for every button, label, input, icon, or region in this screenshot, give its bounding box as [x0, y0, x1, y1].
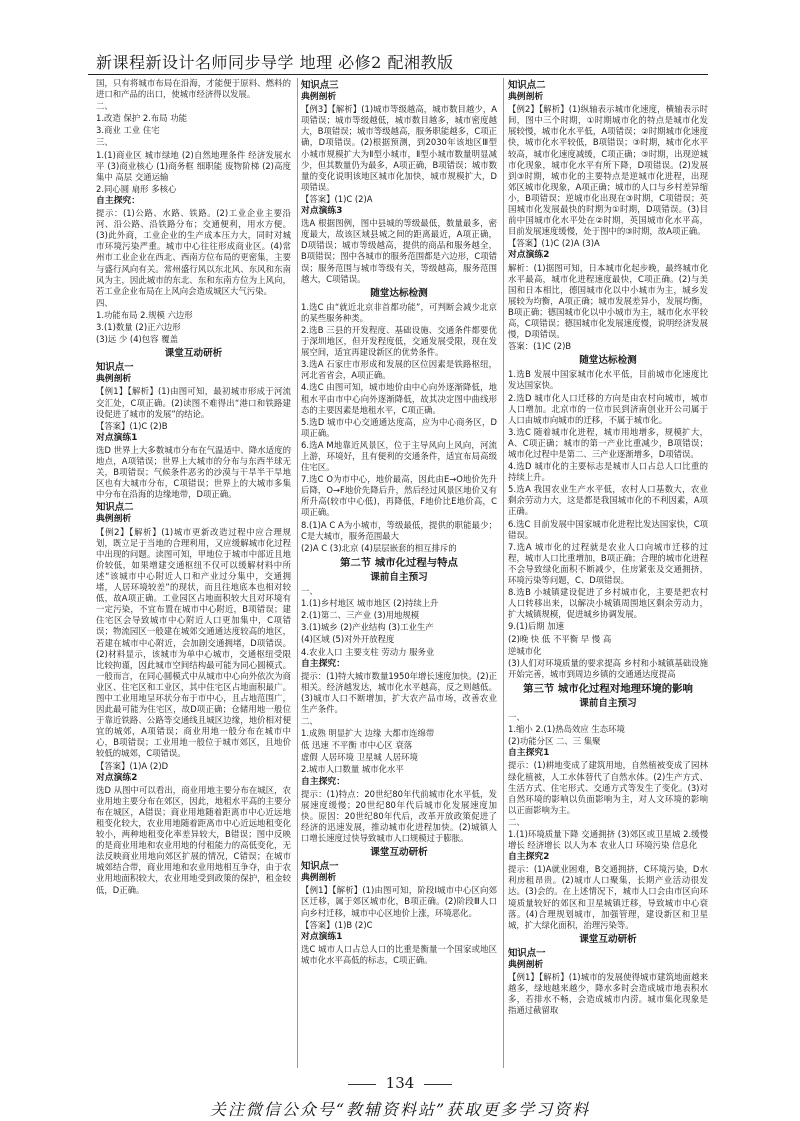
answer-paragraph: 4.农业人口 主要支柱 劳动力 服务业 — [301, 646, 435, 657]
answer-paragraph: 选C 城市人口占总人口的比重是衡量一个国家或地区城市化水平高低的标志，C项正确。 — [301, 943, 497, 965]
part-heading: 课前自主预习 — [370, 571, 428, 583]
subheading: 自主探究： — [301, 776, 345, 787]
answer-paragraph: 【答案】(1)A (2)D — [96, 760, 169, 771]
answer-paragraph: 提示：(1)公路、水路、铁路。(2)工业企业主要沿河、沿公路、沿铁路分布；交通便利，用水方便。(3)此外商，工业企业的生产成本压力大，同时对城市环境污染严重。城市中心往往形成商业区。(4)常州市工业企业在西北、西南方位布局的更密集，主要与盛行风向有关。常州盛行风以东北风、东风和东南风为主，因此城市的东北、东和东南方位为上风向，若工业企业布局在上风向会造成城区大气污染。 — [96, 208, 291, 296]
answer-paragraph: 三、 — [96, 137, 113, 148]
answer-paragraph: 【答案】(1)C (2)A — [301, 193, 373, 204]
answer-paragraph: 1.成熟 明显扩大 边缘 大都市连绵带 — [301, 728, 435, 739]
answer-paragraph: 2.选D 城市化人口迁移的方向是由农村向城市，城市人口增加。北京市的一位市民到济南创业开公司属于人口由城市向城市的迁移，不属于城市化。 — [508, 392, 708, 425]
answer-paragraph: 【答案】(1)C (2)A (3)A — [508, 238, 600, 249]
answer-paragraph: 1.(1)环境质量下降 交通拥挤 (3)郊区或卫星城 2.缓慢增长 经济增长 以人为本 农业人口 环境污染 信息化 — [508, 829, 708, 851]
section-title: 第二节 城市化过程与特点 — [340, 556, 458, 569]
answer-paragraph: 1.选B 发展中国家城市化水平低，目前城市化速度比发达国家快。 — [508, 369, 708, 391]
answer-paragraph: 4.选C 由图可知，城市地价由中心向外逐渐降低，地租水平由市中心向外逐渐降低，故其决定图中曲线形态的主要因素是地租水平，C项正确。 — [301, 382, 497, 415]
answer-paragraph: 5.选A 我国农业生产水平低，农村人口基数大，农业剩余劳动力大，这是都是我国城市化的不利因素，A项正确。 — [508, 484, 708, 517]
answer-columns — [96, 78, 708, 1068]
answer-paragraph: 选D 从图中可以看出，商业用地主要分布在城区，农业用地主要分布在郊区，因此，地租水平高的主要分布在城区，A错误；商业用地随着距离市中心近远地租变化较大，农业用地随着距离市中心近远地租变化较小，两种地租变化率差异较大，B错误；图中反映的是商业用地和农业用地的付租能力的高低变化，无法反映商业用地向郊区扩展的情况，C错误；在城市城郊结合带，商业用地和农业用地相互争夺，由于农业用地面积较大，农业用地受到政策的保护，租金较低，D正确。 — [96, 784, 291, 895]
knowledge-point-heading: 知识点三 — [301, 80, 339, 91]
answer-paragraph: 2.选B 三县的开发程度、基础设施、交通条件都要优于深圳地区，但开发程度低，交通发展受限，现在发展空间，适宜再建设新区的优势条件。 — [301, 324, 497, 358]
knowledge-point-heading: 知识点一 — [508, 947, 546, 959]
answer-paragraph: 2.城市人口数量 城市化水平 — [301, 764, 404, 775]
answer-paragraph: 二、 — [508, 816, 525, 827]
answer-paragraph: 【例2】【解析】(1)城市更新改造过程中应合理规划，既立足于当地的合理利用，又应缓解城市化过程中出现的问题。读图可知，甲地位于城市中部近且地价较低，如果增建交通枢纽不仅可以缓解材料中所述“该城市中心附近人口和产业过分集中，交通拥堵，人居环境较差”的现状，而且往地底本也相对较低，故A项正确。工业园区占地面积较大且对环境有一定污染，不宜布置在城市中心附近，B项错误；建住宅区会导致城市中心附近人口更加集中，C项错误；物流园区一般建在城郊交通通达度较高的地区，若建在城市中心附近，会加剧交通拥堵，D项错误。(2)材料显示，该城市为单中心城市，交通枢纽受限比较拘谨，因此城市空间结构最可能为同心圆模式。一般而言，在同心圆模式中从城市中心向外依次为商业区、住宅区和工业区，其中住宅区占地面积最广。图中工业用地呈环状分布于市中心，且占地范围广，因此最可能为住宅区，故D项正确；仓储用地一般位于靠近铁路、公路等交通线且城区边缘，地价相对便宜的城郊，A项错误；商业用地一般分布在城市中心，B项错误；工业用地一般位于城市郊区，且地价较低的城郊，C项错误。 — [96, 526, 291, 759]
answer-paragraph: 3.商业 工业 住宅 — [96, 125, 160, 136]
knowledge-point-heading: 知识点一 — [96, 362, 134, 374]
answer-paragraph: 提示：(1)耕地变成了建筑用地，自然植被变成了园林绿化植被，人工水体替代了自然水体。(2)生产方式、生活方式、住宅形式、交通方式等发生了变化。(3)对自然环境的影响以负面影响为主，对人文环境的影响以正面影响为主。 — [508, 760, 708, 815]
answer-paragraph: 二、 — [96, 101, 113, 112]
answer-paragraph: 【例3】【解析】(1)城市等级越高，城市数目越少，A项错误；城市等级越低，城市数目越多，城市密度越大，B项错误；城市等级越高，服务职能越多，C项正确，D项错误。(2)根据预测，到2030年该地区Ⅲ型小城市规模扩大为Ⅱ型小城市，Ⅱ型小城市数量明显减少，但其数量仍为最多，A项正确，B项错误；城市数量的变化说明该地区城市化加快，城市规模扩大，D项错误。 — [301, 104, 497, 192]
part-heading: 课堂互动研析 — [579, 933, 637, 945]
answer-paragraph: 提示：(1)特点：20世纪80年代前城市化水平低，发展速度缓慢；20世纪80年代后城市化发展速度加快。原因：20世纪80年代后，改革开放政策促进了经济的迅速发展，推动城市化进程加快。(2)城镇人口增长速度过快导致城市人口规模过于膨胀。 — [301, 788, 497, 843]
answer-paragraph: 6.选A M地靠近风景区，位于主导风向上风向，河流上游，环境好，且有便利的交通条件，适宜布局高级住宅区。 — [301, 439, 497, 473]
answer-paragraph: (4)区域 (5)对外开放程度 — [301, 634, 395, 645]
footer-note: 关注微信公众号“教辅资料站”获取更多学习资料 — [209, 1100, 591, 1119]
answer-paragraph: 9.(1)后期 加速 — [508, 621, 565, 632]
subheading: 典例剖析 — [301, 873, 337, 884]
part-heading: 随堂达标检测 — [370, 287, 428, 299]
subheading: 典例剖析 — [508, 960, 544, 971]
answer-paragraph: 一、 — [301, 586, 318, 597]
answer-paragraph: (3)人们对环境质量的要求提高 乡村和小城镇基础设施开始完善，城市到周边乡镇的交通通达度提高 — [508, 657, 708, 679]
part-heading: 随堂达标检测 — [579, 355, 637, 367]
subheading: 对点演练3 — [301, 206, 343, 217]
book-title: 新课程新设计名师同步导学 地理 必修2 配湘教版 — [96, 53, 454, 72]
answer-paragraph: 【答案】(1)C (2)B — [96, 420, 168, 431]
answer-paragraph: 一、 — [508, 712, 525, 723]
answer-paragraph: 选D 世界上大多数城市分布在气温适中、降水适度的地点，A项错误；世界上大城市的分布与东西半球无关，B项错误；气候条件恶劣的沙漠与干旱半干旱地区也有大城市分布，C项错误；世界上的大城市多集中分布在沿海的边缘地带，D项正确。 — [96, 444, 291, 500]
answer-paragraph: 6.选C 目前发展中国家城市化进程比发达国家快，C项错误。 — [508, 518, 708, 540]
subheading: 对点演练2 — [508, 250, 550, 261]
answer-paragraph: 【例1】【解析】(1)城市的发展使得城市建筑地面越来越多，绿地越来越少，降水多时会造成城市地表积水多，若排水不畅，会造成城市内涝。城市集化现象是指通过截留取 — [508, 972, 708, 1016]
answer-paragraph: 1.(1)乡村地区 城市地区 (2)持续上升 — [301, 598, 439, 609]
answer-paragraph: 7.选A 城市化的过程就是农业人口向城市迁移的过程，城市人口比重增加，B项正确；合理的城市化进程不会导致绿化面积不断减少，住房紧张及交通拥挤，环境污染等问题，C、D项错误。 — [508, 541, 708, 586]
subheading: 典例剖析 — [96, 374, 132, 385]
answer-paragraph: 8.选B 小城镇建设促进了乡村城市化，主要是把农村人口转移出来，以解决小城镇周围地区剩余劳动力，扩大城镇规模，促进城乡协调发展。 — [508, 587, 708, 620]
answer-paragraph: 解析：(1)据图可知，日本城市化起步晚，最终城市化水平最高，城市化进程速度最快，C项正确。(2)与美国和日本相比，德国城市化以中小城市为主，城乡发展较为均衡，A项正确；城市发展差异小，发展均衡，B项正确；德国城市化以中小城市为主，城市化水平较高，C项错误；德国城市化发展速度慢，说明经济发展慢，D项错误。 — [508, 262, 708, 340]
column-divider — [503, 78, 504, 1068]
answer-paragraph: 低 迅速 不平衡 市中心区 衰落 — [301, 740, 413, 751]
subheading: 对点演练2 — [96, 772, 138, 783]
answer-paragraph: 国，只有将城市布局在沿海，才能便于原料、燃料的进口和产品的出口，使城市经济得以发展。 — [96, 78, 291, 100]
answer-paragraph: 四、 — [96, 297, 113, 308]
page-number-row — [0, 1074, 800, 1092]
answer-paragraph: 虚假 人居环境 卫星城 人居环境 — [301, 752, 418, 763]
answer-paragraph: 2.(1)第二、三产业 (3)用地规模 — [301, 610, 420, 621]
answer-paragraph: 3.选C 随着城市化进程，城市用地增多，规模扩大，A、C项正确；城市的第一产业比重减少，B项错误；城市化过程中是第二、三产业逐渐增多，D项错误。 — [508, 426, 708, 459]
knowledge-point-heading: 知识点二 — [508, 80, 546, 91]
answer-paragraph: 1.(1)商业区 城市绿地 (2)自然地理条件 经济发展水平 (3)商业核心 (1)商务框 细职能 废物阶梯 (2)高度集中 高层 交通运输 — [96, 149, 291, 182]
answer-paragraph: 【答案】(1)B (2)C — [301, 919, 373, 930]
page-number: 134 — [385, 1074, 415, 1092]
answer-paragraph: (3)远 少 (4)包容 覆盖 — [96, 334, 178, 345]
knowledge-point-heading: 知识点一 — [301, 861, 339, 873]
answer-paragraph: 3.(1)数量 (2)正六边形 — [96, 321, 181, 332]
answer-paragraph: (2)A C (3)北京 (4)层层嵌套的相互排斥的 — [301, 542, 457, 553]
answer-paragraph: 3.(1)城乡 (2)产业结构 (3)工业生产 — [301, 622, 434, 633]
subheading: 对点演练1 — [96, 432, 138, 443]
subheading: 典例剖析 — [508, 92, 544, 103]
answer-paragraph: 1.缩小 2.(1)热岛效应 生态环境 — [508, 724, 625, 735]
knowledge-point-heading: 知识点二 — [96, 502, 134, 514]
answer-paragraph: 4.选D 城市化的主要标志是城市人口占总人口比重的持续上升。 — [508, 461, 708, 483]
answer-paragraph: 1.改造 保护 2.布局 功能 — [96, 113, 187, 124]
page-number-dash — [424, 1084, 452, 1085]
subheading: 对点演练1 — [301, 931, 343, 942]
answer-paragraph: (2)晚 快 低 不平衡 早 慢 高 — [508, 633, 612, 644]
answer-paragraph: (2)功能分区 二、三 集聚 — [508, 736, 601, 747]
subheading: 典例剖析 — [96, 514, 132, 525]
answer-paragraph: 1.功能布局 2.规模 六边形 — [96, 309, 193, 320]
page-header — [88, 40, 708, 75]
answer-paragraph: 2.同心圆 扇形 多核心 — [96, 183, 177, 194]
answer-paragraph: 7.选C O为市中心，地价最高，因此由E→O地价先升后降，O→F地价先降后升，然后经过风景区地价又有所升高(较市中心低)，再降低，F地价比E地价高，C项正确。 — [301, 474, 497, 518]
answer-paragraph: 二、 — [301, 716, 318, 727]
answer-paragraph: 选A 根据图例，图中县城的等级最低，数量最多，密度最大，故该区域县城之间的距离最近，A项正确，D项错误；城市等级越高，提供的商品和服务越全，B项错误；图中各城市的服务范围都是六边形，C项错误；服务范围与城市等级有关，等级越高，服务范围越大，C项错误。 — [301, 218, 497, 284]
answer-paragraph: 【例1】【解析】(1)由图可知，阶段Ⅰ城市中心区向郊区迁移，属于郊区城市化，B项正确。(2)阶段Ⅲ人口向乡村迁移，城市中心区地价上涨，环境恶化。 — [301, 885, 497, 918]
answer-paragraph: 8.(1)A C A为小城市，等级最低，提供的职能最少；C是大城市，服务范围最大 — [301, 519, 497, 541]
subheading: 自主探究： — [301, 658, 345, 669]
answer-paragraph: 【例2】【解析】(1)纵轴表示城市化速度，横轴表示时间，图中三个时期，①时期城市化的特点是城市化发展较慢，城市化水平低，A项错误；②时期城市化速度快，城市化水平较低，B项错误；③时期，城市化水平较高，城市化速度减缓，C项正确；③时期，出现逆城市化现象，城市化水平有所下降，D项错误。(2)发展到③时期，城市化的主要特点是逆城市化进程，出现郊区城市化现象，A项正确；城市的人口与乡村差异缩小，B项错误；逆城市化出现在③时期，C项错误；英国城市化发展最快的时期为①时期，D项错误。(3)目前中国城市化水平处在②时期，英国城市化水平高，目前发展速度缓慢，处于图中的③时期，故A项正确。 — [508, 104, 708, 237]
part-heading: 课堂互动研析 — [164, 348, 223, 360]
answer-paragraph: 3.选A 石家庄市形成和发展的区位因素是铁路枢纽，河北省省会，A项正确。 — [301, 359, 497, 381]
subheading: 自主探究： — [96, 195, 140, 206]
part-heading: 课堂互动研析 — [370, 847, 428, 859]
subheading: 自主探究1 — [508, 748, 550, 759]
part-heading: 课前自主预习 — [579, 697, 637, 709]
column-left — [96, 78, 291, 1068]
answer-paragraph: 1.选C 由“就近北京非首都功能”，可判断会减少北京的某些服务种类。 — [301, 301, 497, 323]
answer-paragraph: 5.选D 城市中心交通通达度高，应为中心商务区，D项正确。 — [301, 416, 497, 438]
answer-paragraph: 提示：(1)特大城市数量1950年增长速度加快。(2)正相关。经济越发达，城市化水平越高，反之则越低。(3)城市人口不断增加，扩大农产品市场，改善农业生产条件。 — [301, 670, 497, 714]
column-right — [508, 78, 708, 1068]
page-number-dash — [348, 1084, 376, 1085]
subheading: 典例剖析 — [301, 92, 337, 103]
section-title: 第三节 城市化过程对地理环境的影响 — [523, 682, 693, 695]
column-middle — [301, 78, 497, 1068]
answer-paragraph: 【例1】【解析】(1)由图可知，最初城市形成于河流交汇处，C项正确。(2)读图不难得出“港口和铁路建设促进了城市的发展”的结论。 — [96, 386, 291, 419]
answer-paragraph: 提示：(1)A就业困难，B交通拥挤，C环境污染，D水利房租昂贵。(2)城市人口聚集，长期产业活动很发达。(3)会的。在上述情况下，城市人口会由市区向环境质量较好的郊区和卫星城镇迁移，导致城市中心衰落。(4)合理规划城市，加强管理，建设新区和卫星城，扩大绿化面积，治理污染等。 — [508, 864, 708, 930]
answer-paragraph: 逆城市化 — [508, 645, 542, 656]
answer-paragraph: 答案：(1)C (2)B — [508, 341, 572, 352]
subheading: 自主探究2 — [508, 852, 550, 863]
column-divider — [297, 78, 298, 1068]
